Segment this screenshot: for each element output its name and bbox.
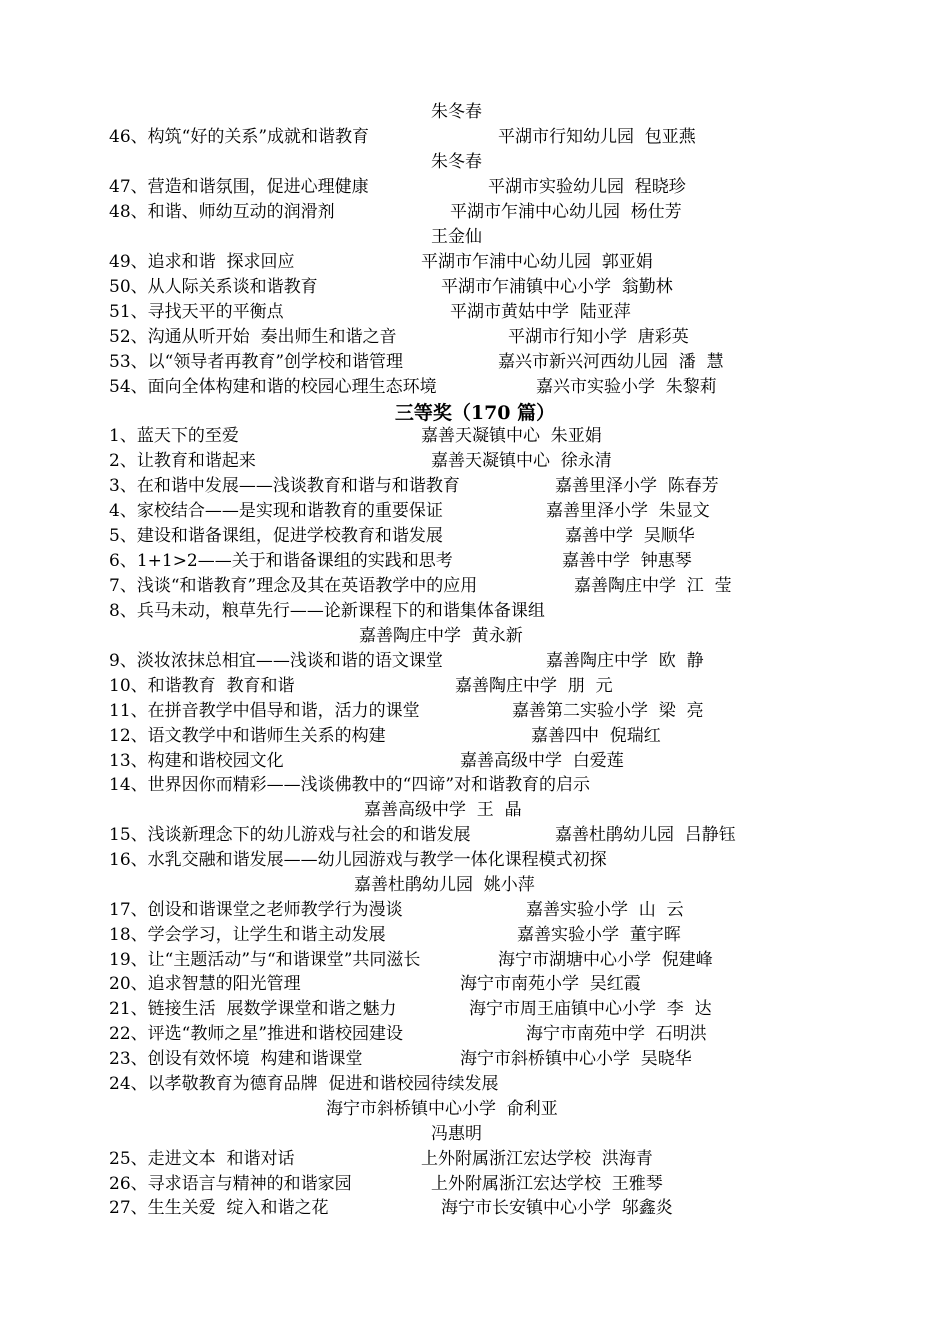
author-continuation: 朱冬春 [431,102,482,122]
entry-school-author: 嘉善陶庄中学 江 莹 [574,576,732,596]
entry-school-author: 平湖市行知幼儿园 包亚燕 [498,127,696,147]
entry-title: 52、沟通从听开始 奏出师生和谐之音 [109,327,397,347]
entry-title: 5、建设和谐备课组，促进学校教育和谐发展 [109,526,443,546]
entry-title: 1、蓝天下的至爱 [109,426,239,446]
entry-school-author: 嘉善四中 倪瑞红 [531,726,661,746]
entry-school-author: 嘉兴市实验小学 朱黎莉 [536,377,717,397]
entry-title: 21、链接生活 展数学课堂和谐之魅力 [109,999,397,1019]
entry-school-author: 海宁市长安镇中心小学 邬鑫炎 [441,1198,673,1218]
entry-title: 20、追求智慧的阳光管理 [109,974,301,994]
entry-title: 49、追求和谐 探求回应 [109,252,295,272]
entry-title: 27、生生关爱 绽入和谐之花 [109,1198,329,1218]
entry-school-author: 上外附属浙江宏达学校 洪海青 [421,1149,653,1169]
entry-title: 17、创设和谐课堂之老师教学行为漫谈 [109,900,403,920]
entry-title: 8、兵马未动，粮草先行——论新课程下的和谐集体备课组 [109,601,545,621]
entry-title: 50、从人际关系谈和谐教育 [109,277,318,297]
entry-school-author: 嘉善天凝镇中心 徐永清 [431,451,612,471]
author-continuation: 王金仙 [431,227,482,247]
entry-school-author: 嘉善第二实验小学 梁 亮 [512,701,704,721]
entry-title: 16、水乳交融和谐发展——幼儿园游戏与教学一体化课程模式初探 [109,850,607,870]
entry-title: 6、1+1>2——关于和谐备课组的实践和思考 [109,551,453,571]
entry-title: 11、在拼音教学中倡导和谐，活力的课堂 [109,701,420,721]
author-continuation: 冯惠明 [431,1124,482,1144]
entry-title: 18、学会学习，让学生和谐主动发展 [109,925,386,945]
entry-title: 22、评选“教师之星”推进和谐校园建设 [109,1024,404,1044]
entry-title: 53、以“领导者再教育”创学校和谐管理 [109,352,404,372]
entry-school-author: 平湖市乍浦中心幼儿园 郭亚娟 [421,252,653,272]
entry-school-author: 嘉善陶庄中学 欧 静 [546,651,704,671]
entry-school-author: 海宁市斜桥镇中心小学 吴晓华 [460,1049,692,1069]
author-continuation: 嘉善杜鹃幼儿园 姚小萍 [354,875,535,895]
entry-school-author: 平湖市实验幼儿园 程晓珍 [488,177,686,197]
author-continuation: 嘉善高级中学 王 晶 [364,800,522,820]
entry-title: 4、家校结合——是实现和谐教育的重要保证 [109,501,443,521]
entry-school-author: 海宁市南苑中学 石明洪 [526,1024,707,1044]
entry-school-author: 嘉善杜鹃幼儿园 吕静钰 [555,825,736,845]
entry-school-author: 嘉善陶庄中学 朋 元 [455,676,613,696]
entry-school-author: 海宁市南苑小学 吴红霞 [460,974,641,994]
entry-title: 19、让“主题活动”与“和谐课堂”共同滋长 [109,950,421,970]
author-continuation: 朱冬春 [431,152,482,172]
entry-school-author: 海宁市湖塘中心小学 倪建峰 [498,950,713,970]
entry-school-author: 平湖市乍浦镇中心小学 翁勤林 [441,277,673,297]
entry-title: 9、淡妆浓抹总相宜——浅谈和谐的语文课堂 [109,651,443,671]
entry-title: 51、寻找天平的平衡点 [109,302,284,322]
entry-school-author: 平湖市乍浦中心幼儿园 杨仕芳 [450,202,682,222]
section-title: 三等奖（170 篇） [394,402,556,424]
entry-title: 25、走进文本 和谐对话 [109,1149,295,1169]
entry-school-author: 嘉善实验小学 山 云 [526,900,684,920]
entry-school-author: 嘉善里泽小学 陈春芳 [555,476,719,496]
entry-title: 26、寻求语言与精神的和谐家园 [109,1174,352,1194]
entry-title: 46、构筑“好的关系”成就和谐教育 [109,127,370,147]
entry-school-author: 嘉兴市新兴河西幼儿园 潘 慧 [498,352,724,372]
entry-school-author: 嘉善里泽小学 朱显文 [546,501,710,521]
entry-school-author: 平湖市行知小学 唐彩英 [508,327,689,347]
entry-school-author: 嘉善实验小学 董宇晖 [517,925,681,945]
author-continuation: 海宁市斜桥镇中心小学 俞利亚 [326,1099,558,1119]
entry-school-author: 海宁市周王庙镇中心小学 李 达 [469,999,712,1019]
entry-title: 54、面向全体构建和谐的校园心理生态环境 [109,377,437,397]
entry-title: 47、营造和谐氛围，促进心理健康 [109,177,369,197]
entry-title: 15、浅谈新理念下的幼儿游戏与社会的和谐发展 [109,825,471,845]
author-continuation: 嘉善陶庄中学 黄永新 [359,626,523,646]
entry-title: 24、以孝敬教育为德育品牌 促进和谐校园待续发展 [109,1074,499,1094]
entry-school-author: 嘉善中学 钟惠琴 [562,551,692,571]
entry-school-author: 嘉善高级中学 白爱莲 [460,751,624,771]
entry-title: 12、语文教学中和谐师生关系的构建 [109,726,386,746]
entry-title: 7、浅谈“和谐教育”理念及其在英语教学中的应用 [109,576,478,596]
entry-title: 13、构建和谐校园文化 [109,751,284,771]
entry-title: 23、创设有效怀境 构建和谐课堂 [109,1049,363,1069]
entry-title: 3、在和谐中发展——浅谈教育和谐与和谐教育 [109,476,460,496]
entry-title: 2、让教育和谐起来 [109,451,256,471]
entry-title: 48、和谐、师幼互动的润滑剂 [109,202,335,222]
entry-school-author: 嘉善天凝镇中心 朱亚娟 [421,426,602,446]
entry-title: 14、世界因你而精彩——浅谈佛教中的“四谛”对和谐教育的启示 [109,775,591,795]
entry-title: 10、和谐教育 教育和谐 [109,676,295,696]
entry-school-author: 平湖市黄姑中学 陆亚萍 [450,302,631,322]
entry-school-author: 嘉善中学 吴顺华 [565,526,695,546]
entry-school-author: 上外附属浙江宏达学校 王雅琴 [431,1174,663,1194]
